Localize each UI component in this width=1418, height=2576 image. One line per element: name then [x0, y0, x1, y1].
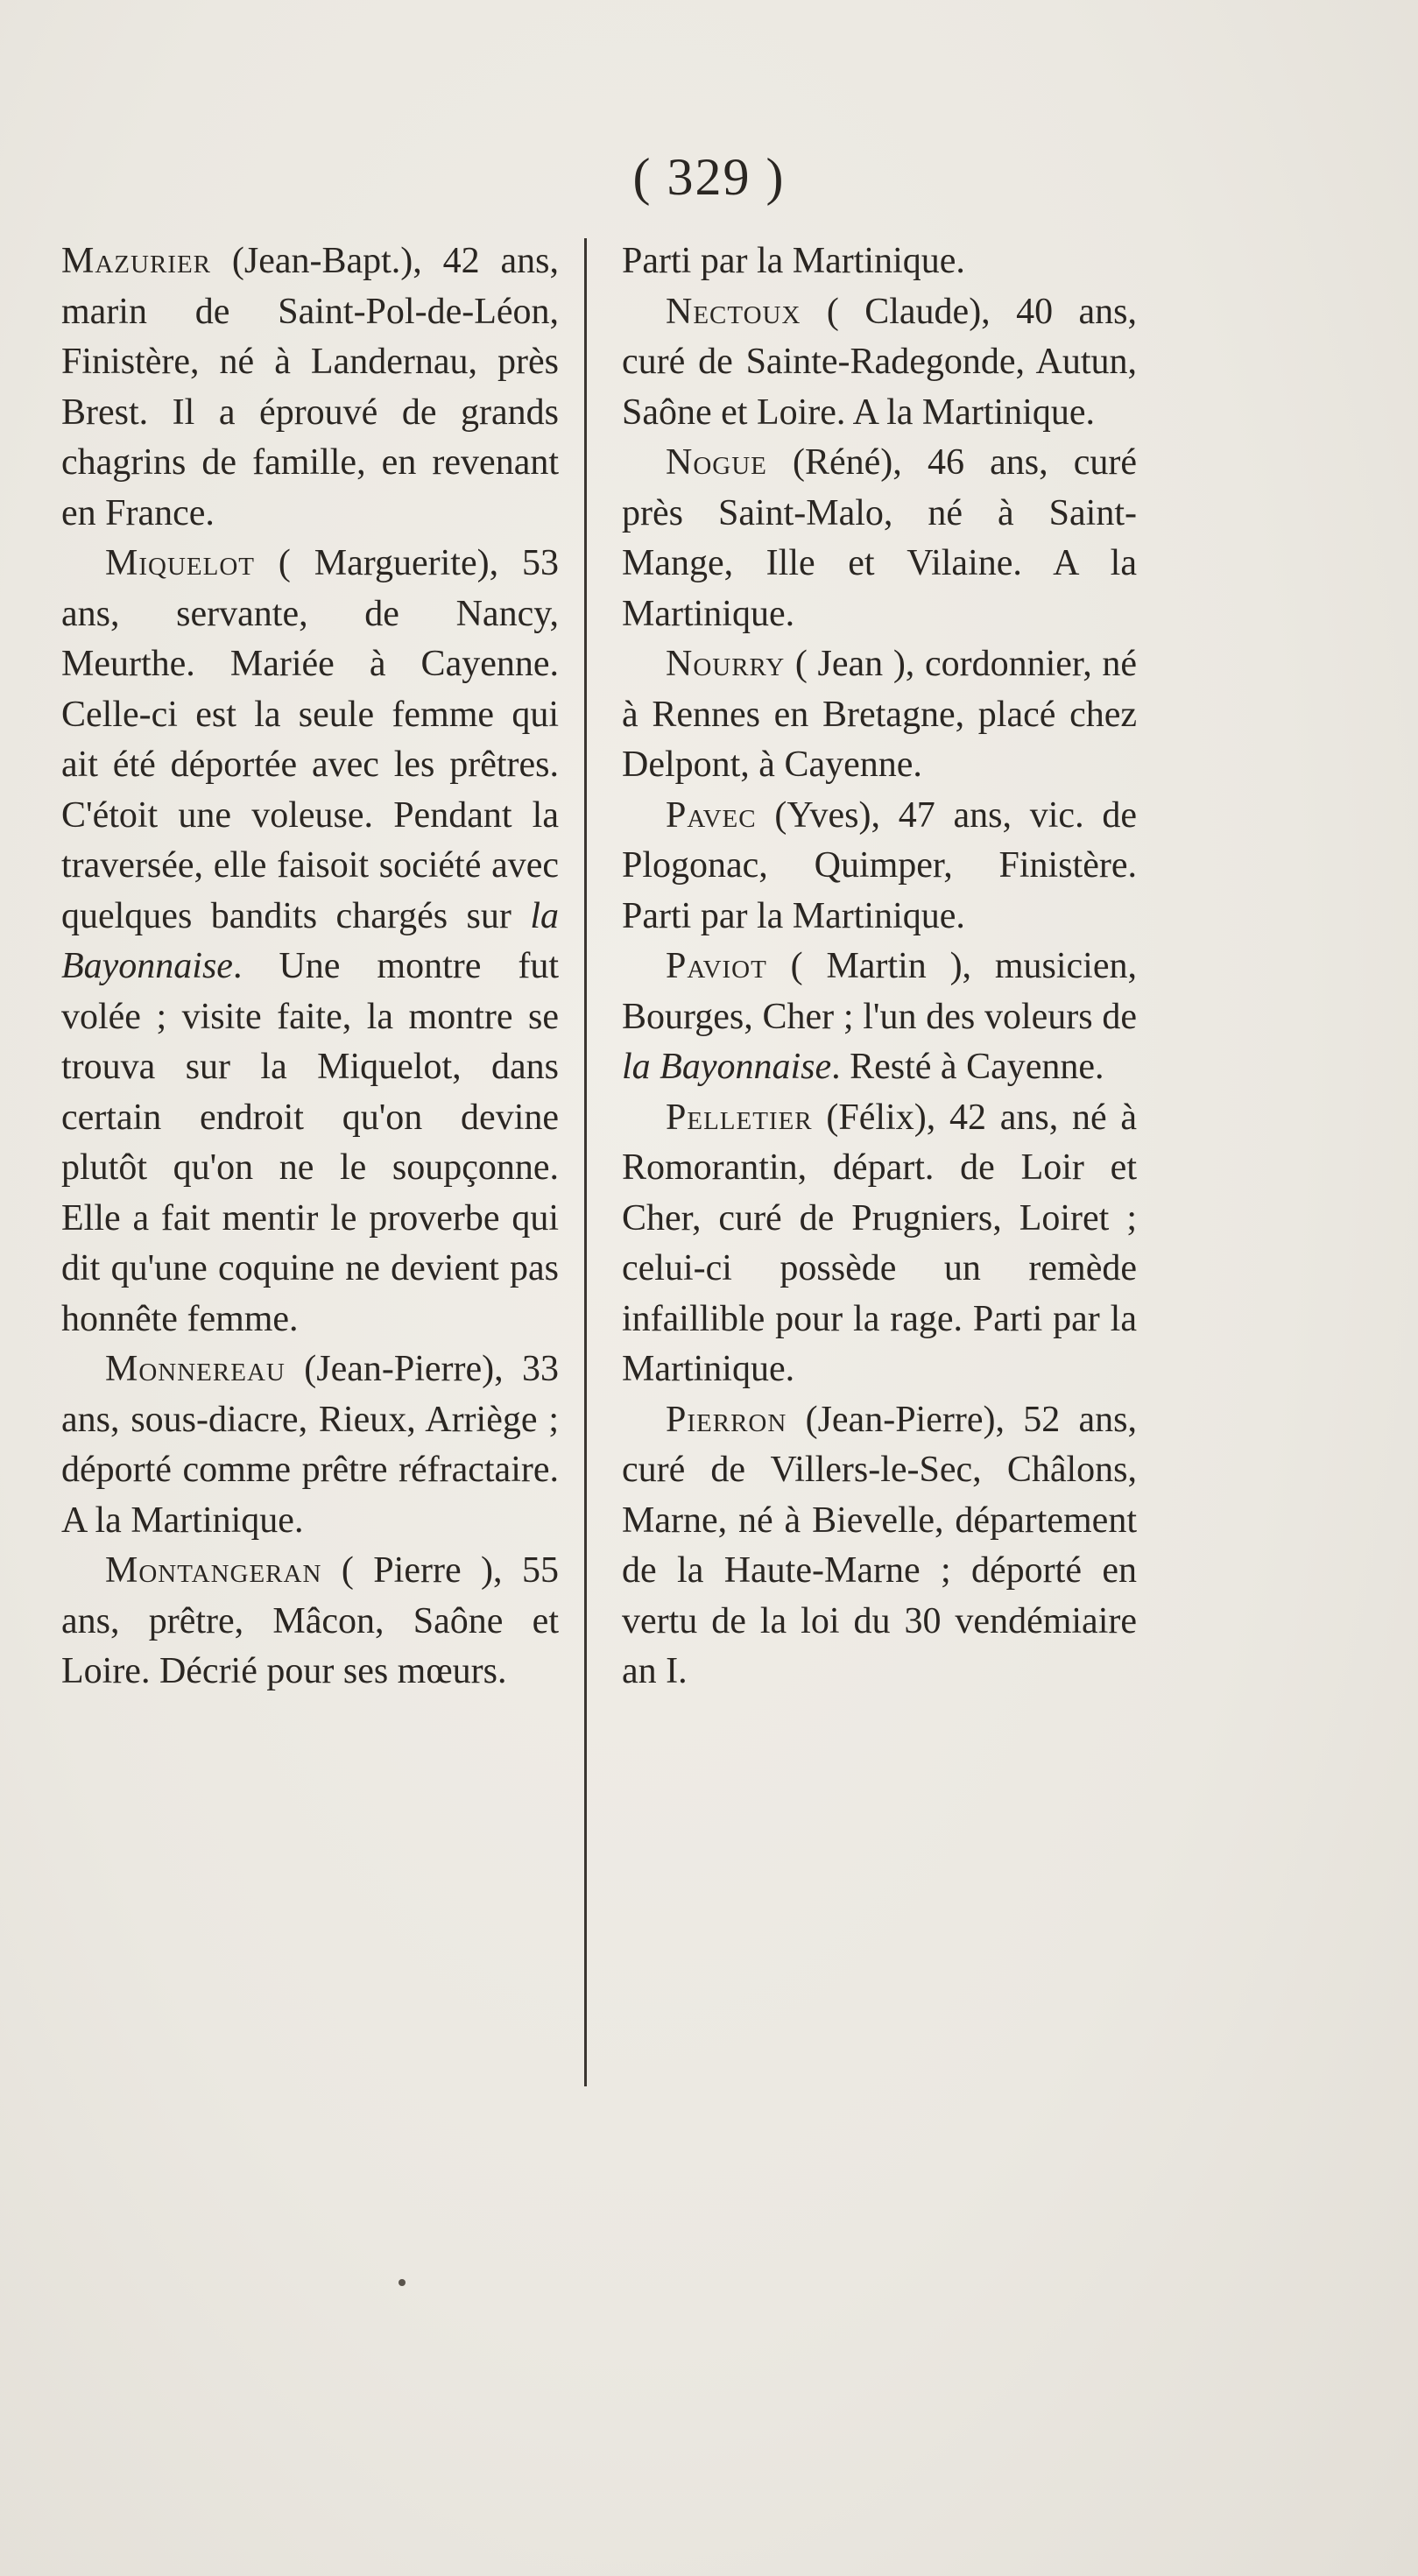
entry-name: Pelletier: [666, 1097, 813, 1138]
entry-text: (Félix), 42 ans, né à Romorantin, départ. de Loir et Cher, curé de Prugniers, Loiret ; celui-ci possède un remède infaillible pour la rage. Parti par la Martinique.: [622, 1097, 1137, 1389]
page-number: ( 329 ): [632, 148, 786, 206]
entry-name: Nourry: [666, 644, 786, 684]
entry-text-tail: . Resté à Cayenne.: [831, 1047, 1104, 1087]
entry-text: (Jean-Pierre), 33 ans, sous-diacre, Rieux, Arriège ; déporté comme prêtre réfractaire. A la Martinique.: [61, 1349, 559, 1541]
entry-name: Pavec: [666, 794, 757, 836]
entry-name: Miquelot: [105, 543, 255, 583]
entry-text: (Jean-Pierre), 52 ans, curé de Villers-le-Sec, Châlons, Marne, né à Bievelle, département de la Haute-Marne ; déporté en vertu de la loi du 30 vendémiaire an I.: [622, 1399, 1137, 1691]
entry-text: ( Marguerite), 53 ans, servante, de Nancy, Meurthe. Mariée à Cayenne. Celle-ci est la seule femme qui ait été déportée avec les prêtres. C'étoit une voleuse. Pendant la traversée, elle faisoit société avec quelques bandits chargés sur: [61, 543, 559, 936]
entry-text: ( Claude), 40 ans, curé de Sainte-Radegonde, Autun, Saône et Loire. A la Martinique.: [622, 291, 1137, 433]
entry-monnereau: [61, 1344, 559, 1546]
entry-name: Pierron: [666, 1399, 787, 1440]
entry-name: Nectoux: [666, 291, 801, 332]
entry-text: ( Jean ), cordonnier, né à Rennes en Bretagne, placé chez Delpont, à Cayenne.: [622, 644, 1137, 785]
right-column: [622, 236, 1137, 1697]
entry-text: Parti par la Martinique.: [622, 241, 965, 281]
entry-name: Nogue: [666, 442, 767, 483]
left-column: [61, 236, 559, 1697]
entry-pierron: [622, 1395, 1137, 1697]
entry-nourry: [622, 639, 1137, 791]
entry-text-tail: . Une montre fut volée ; visite faite, la montre se trouva sur la Miquelot, dans certain endroit qu'on devine plutôt qu'on ne le soupçonne. Elle a fait mentir le proverbe qui dit qu'une coquine ne devient pas honnête femme.: [61, 946, 559, 1339]
entry-text: (Réné), 46 ans, curé près Saint-Malo, né à Saint-Mange, Ille et Vilaine. A la Martinique.: [622, 442, 1137, 634]
entry-name: Monnereau: [105, 1349, 286, 1389]
entry-italic: la Bayonnaise: [622, 1047, 832, 1087]
entry-paviot: [622, 942, 1137, 1093]
entry-italic: la Bayonnaise: [61, 895, 559, 986]
entry-montangeran: [61, 1546, 559, 1697]
entry-nogue: [622, 438, 1137, 639]
entry-pelletier: [622, 1093, 1137, 1395]
entry-text: ( Pierre ), 55 ans, prêtre, Mâcon, Saône et Loire. Décrié pour ses mœurs.: [61, 1550, 559, 1691]
entry-text: (Yves), 47 ans, vic. de Plogonac, Quimper, Finistère. Parti par la Martinique.: [622, 794, 1137, 936]
entry-text: (Jean-Bapt.), 42 ans, marin de Saint-Pol-de-Léon, Finistère, né à Landernau, près Brest. Il a éprouvé de grands chagrins de famille, en revenant en France.: [61, 241, 559, 533]
column-divider: [584, 238, 587, 2086]
entry-nectoux: [622, 287, 1137, 439]
entry-name: Paviot: [666, 946, 767, 986]
paper-speck: [399, 2279, 406, 2286]
entry-pavec: [622, 791, 1137, 942]
entry-miquelot: [61, 539, 559, 1344]
entry-name: Mazurier: [61, 241, 212, 281]
entry-name: Montangeran: [105, 1550, 322, 1591]
entry-text: ( Martin ), musicien, Bourges, Cher ; l'un des voleurs de: [622, 946, 1137, 1037]
entry-mazurier: [61, 236, 559, 539]
entry-continuation: [622, 236, 1137, 287]
